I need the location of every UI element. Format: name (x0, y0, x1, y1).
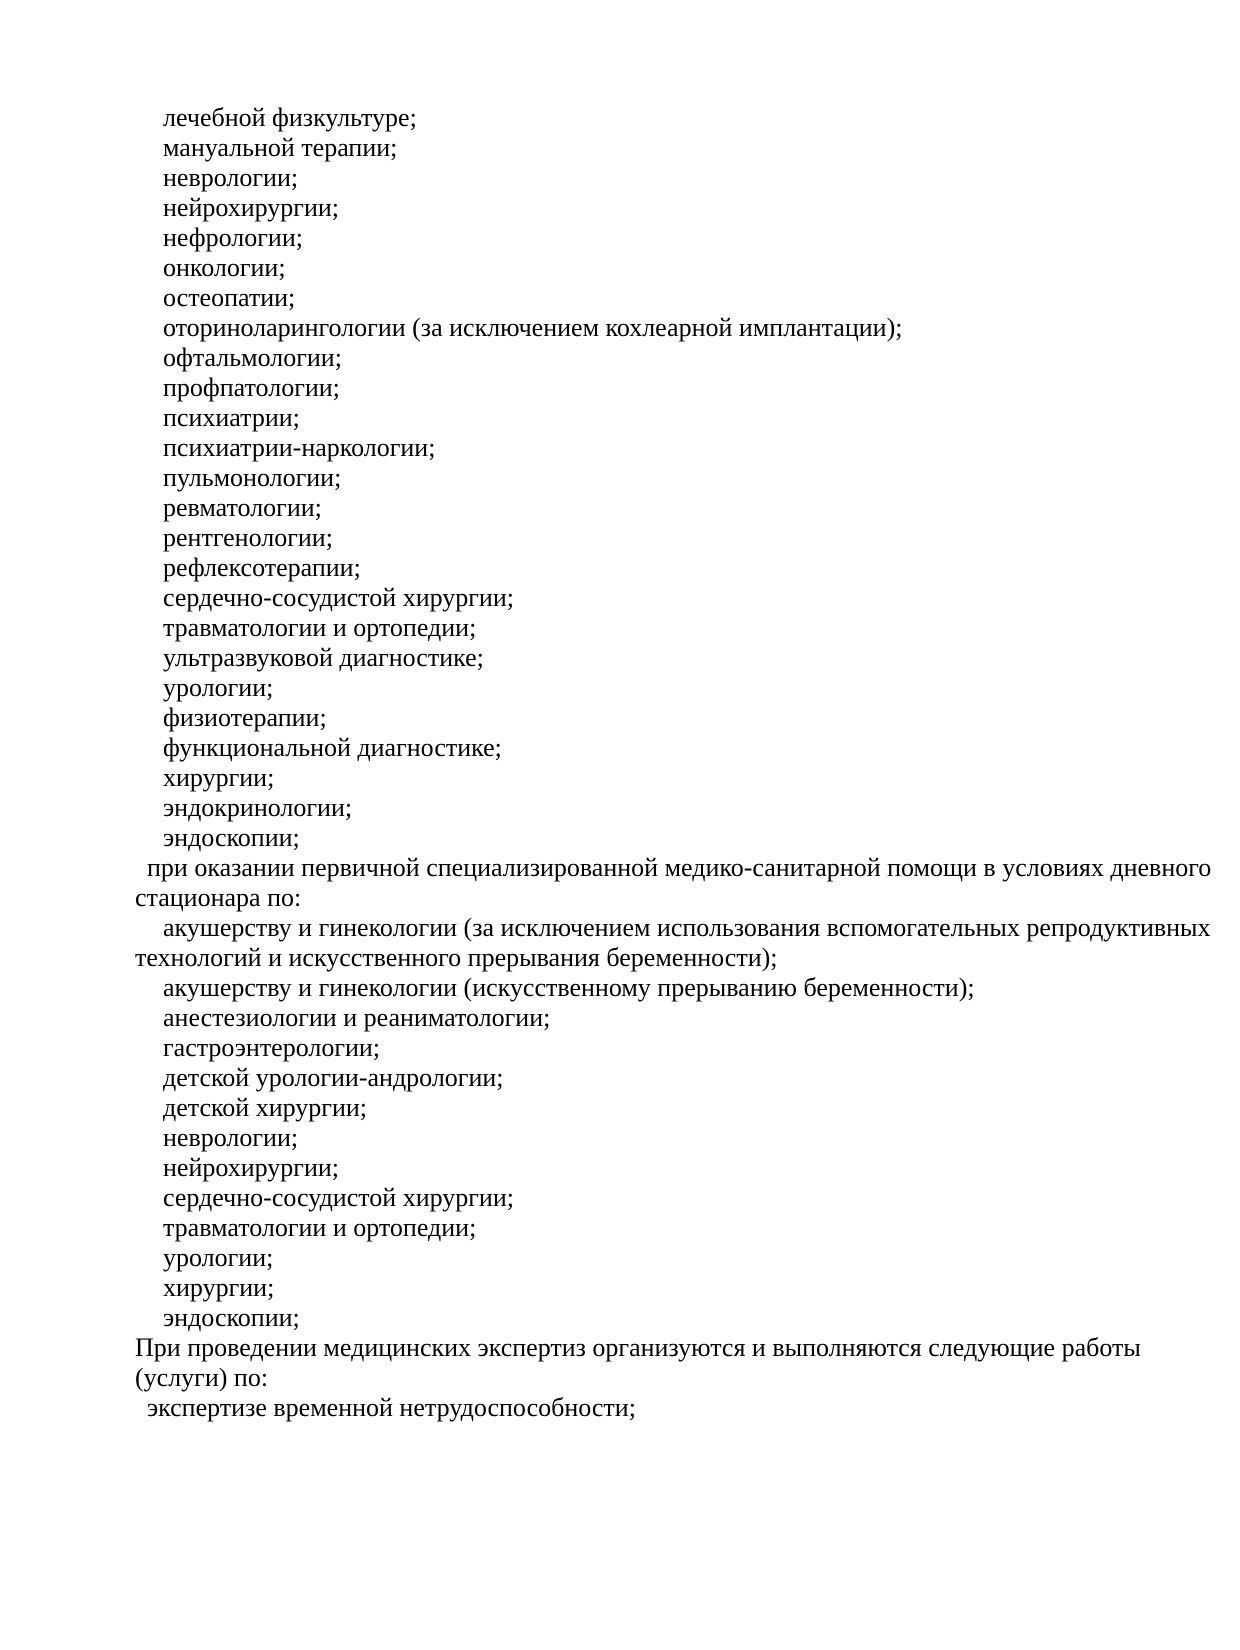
text-line: сердечно-сосудистой хирургии; (163, 1183, 514, 1212)
text-line: физиотерапии; (163, 703, 327, 732)
text-line: ультразвуковой диагностике; (163, 643, 484, 672)
text-line: хирургии; (163, 1273, 275, 1302)
text-line: травматологии и ортопедии; (163, 613, 477, 642)
text-line: онкологии; (163, 253, 286, 282)
text-line: урологии; (163, 1243, 274, 1272)
text-line: детской урологии-андрологии; (163, 1063, 504, 1092)
text-line: хирургии; (163, 763, 275, 792)
text-line: экспертизе временной нетрудоспособности; (147, 1393, 636, 1422)
text-line: оториноларингологии (за исключением кохлеарной имплантации); (163, 313, 903, 342)
text-line: акушерству и гинекологии (за исключением использования вспомогательных репродуктивных (163, 913, 1211, 942)
text-line: анестезиологии и реаниматологии; (163, 1003, 551, 1032)
document-body (135, 103, 1220, 1423)
text-line: травматологии и ортопедии; (163, 1213, 477, 1242)
text-line: сердечно-сосудистой хирургии; (163, 583, 514, 612)
text-line: нейрохирургии; (163, 1153, 340, 1182)
text-line: рентгенологии; (163, 523, 333, 552)
text-line: функциональной диагностике; (163, 733, 502, 762)
text-line: стационара по: (135, 883, 302, 912)
text-line: неврологии; (163, 163, 299, 192)
text-line: нейрохирургии; (163, 193, 340, 222)
text-line: При проведении медицинских экспертиз организуются и выполняются следующие работы (135, 1333, 1141, 1362)
text-line: профпатологии; (163, 373, 340, 402)
text-line: при оказании первичной специализированной медико-санитарной помощи в условиях дневного (147, 853, 1212, 882)
text-line: (услуги) по: (135, 1363, 269, 1392)
text-line: офтальмологии; (163, 343, 342, 372)
text-line: эндоскопии; (163, 823, 300, 852)
text-line: лечебной физкультуре; (163, 103, 417, 132)
text-line: мануальной терапии; (163, 133, 398, 162)
text-line: нефрологии; (163, 223, 303, 252)
text-line: эндоскопии; (163, 1303, 300, 1332)
text-line: рефлексотерапии; (163, 553, 361, 582)
text-line: урологии; (163, 673, 274, 702)
text-line: детской хирургии; (163, 1093, 368, 1122)
text-line: эндокринологии; (163, 793, 353, 822)
text-line: психиатрии-наркологии; (163, 433, 436, 462)
text-line: психиатрии; (163, 403, 300, 432)
text-line: гастроэнтерологии; (163, 1033, 381, 1062)
text-line: акушерству и гинекологии (искусственному прерыванию беременности); (163, 973, 975, 1002)
text-line: неврологии; (163, 1123, 299, 1152)
text-line: ревматологии; (163, 493, 322, 522)
text-line: остеопатии; (163, 283, 296, 312)
text-line: пульмонологии; (163, 463, 342, 492)
text-line: технологий и искусственного прерывания беременности); (135, 943, 778, 972)
